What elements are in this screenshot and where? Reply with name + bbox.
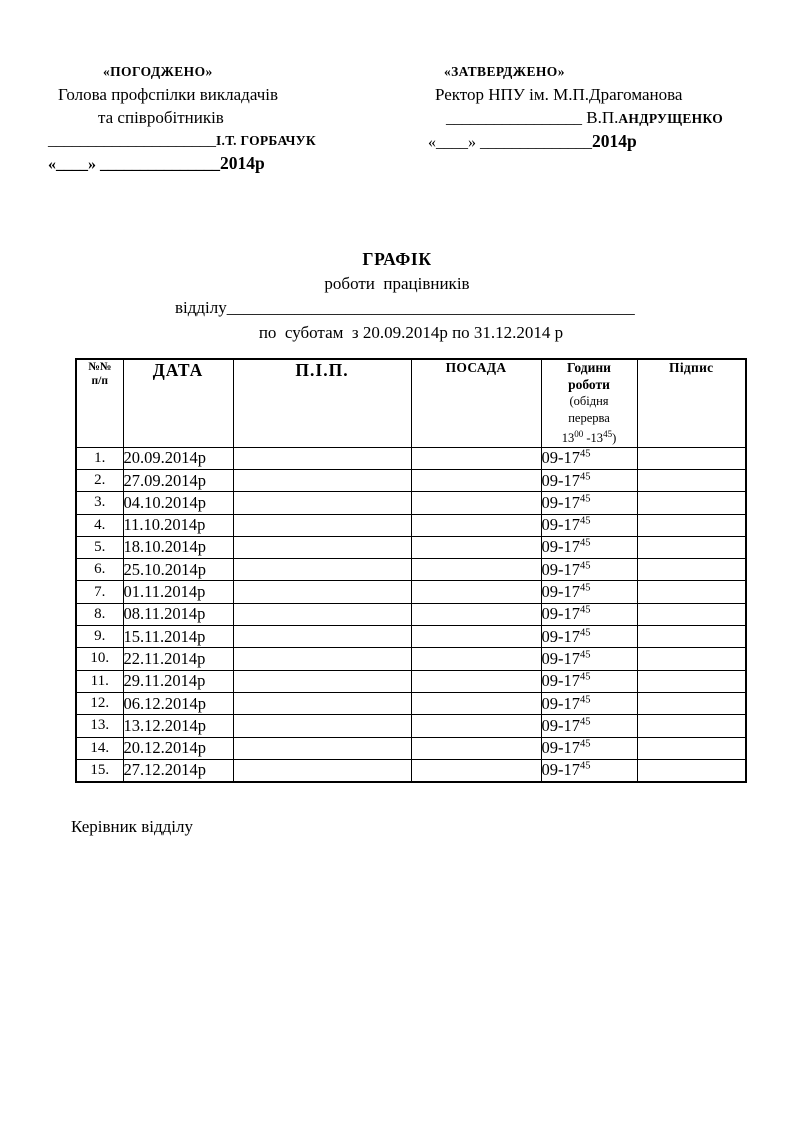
header-hours-note1: (обідня [569, 394, 609, 408]
row-hours-cell: $09-17^{45}$ [541, 536, 637, 558]
row-name-cell [233, 469, 411, 491]
schedule-table [75, 358, 747, 783]
row-number-cell: 10. [76, 648, 123, 670]
row-position-cell [411, 626, 541, 648]
header-name-cell: П.І.П. [233, 359, 411, 447]
schedule-table-body [76, 447, 746, 781]
row-signature-cell [637, 715, 746, 737]
row-hours-cell: $09-17^{45}$ [541, 447, 637, 469]
row-position-cell [411, 492, 541, 514]
row-number-cell: 15. [76, 759, 123, 781]
row-date-cell: 20.09.2014р [123, 447, 233, 469]
row-signature-cell [637, 648, 746, 670]
row-signature-cell [637, 670, 746, 692]
approval-right-heading: «ЗАТВЕРДЖЕНО» [444, 64, 565, 79]
row-date-cell: 13.12.2014р [123, 715, 233, 737]
approval-left-signature-line [48, 129, 378, 152]
header-row [76, 359, 746, 447]
row-position-cell [411, 603, 541, 625]
row-number-cell: 1. [76, 447, 123, 469]
header-number-line1: №№ [88, 361, 112, 373]
table-row [76, 469, 746, 491]
row-position-cell [411, 581, 541, 603]
row-name-cell [233, 692, 411, 714]
approval-right-role-line: Ректор НПУ ім. М.П.Драгоманова [435, 85, 683, 104]
period-line: по суботам з 20.09.2014р по 31.12.2014 р [258, 322, 564, 342]
date-blank: «____» ______________ [428, 134, 592, 151]
table-row [76, 670, 746, 692]
approval-left-heading: «ПОГОДЖЕНО» [103, 64, 213, 79]
row-name-cell [233, 559, 411, 581]
header-number-cell [76, 359, 123, 447]
row-position-cell [411, 692, 541, 714]
date-year: 2014р [220, 153, 265, 173]
row-name-cell [233, 670, 411, 692]
approval-left-signer-name: І.Т. ГОРБАЧУК [216, 133, 316, 148]
department-line [0, 296, 794, 321]
row-name-cell [233, 536, 411, 558]
row-name-cell [233, 648, 411, 670]
approval-left-role-line2: та співробітників [98, 108, 224, 127]
department-label: відділу [175, 298, 227, 317]
table-row [76, 715, 746, 737]
row-name-cell [233, 492, 411, 514]
row-date-cell: 06.12.2014р [123, 692, 233, 714]
row-signature-cell [637, 737, 746, 759]
header-position-cell: ПОСАДА [411, 359, 541, 447]
row-date-cell: 11.10.2014р [123, 514, 233, 536]
row-position-cell [411, 559, 541, 581]
row-hours-cell: $09-17^{45}$ [541, 514, 637, 536]
row-hours-cell: $09-17^{45}$ [541, 603, 637, 625]
row-number-cell: 9. [76, 626, 123, 648]
row-date-cell: 15.11.2014р [123, 626, 233, 648]
table-row [76, 492, 746, 514]
signature-blank: _____________________ [48, 132, 216, 149]
row-number-cell: 6. [76, 559, 123, 581]
header-hours-note2: перерва [568, 410, 610, 425]
approval-left-date-line [48, 152, 378, 176]
row-date-cell: 27.12.2014р [123, 759, 233, 781]
table-row [76, 514, 746, 536]
header-date-cell: ДАТА [123, 359, 233, 447]
date-year: 2014р [592, 131, 637, 151]
row-name-cell [233, 447, 411, 469]
row-number-cell: 5. [76, 536, 123, 558]
table-row [76, 447, 746, 469]
table-row [76, 648, 746, 670]
row-number-cell: 14. [76, 737, 123, 759]
row-hours-cell: $09-17^{45}$ [541, 648, 637, 670]
row-position-cell [411, 447, 541, 469]
row-hours-cell: $09-17^{45}$ [541, 715, 637, 737]
row-number-cell: 3. [76, 492, 123, 514]
approval-right-signer-initials: В.П. [582, 108, 619, 127]
header-hours-break-times: $13^{00}$ $-13^{45}$) [561, 429, 617, 446]
row-number-cell: 12. [76, 692, 123, 714]
table-row [76, 603, 746, 625]
row-position-cell [411, 536, 541, 558]
schedule-table-header [76, 359, 746, 447]
table-row [76, 559, 746, 581]
row-position-cell [411, 648, 541, 670]
table-row [76, 536, 746, 558]
row-signature-cell [637, 603, 746, 625]
row-signature-cell [637, 559, 746, 581]
row-signature-cell [637, 536, 746, 558]
row-name-cell [233, 737, 411, 759]
header-number-line2: п/п [91, 375, 108, 387]
footer-signature-label: Керівник відділу [71, 817, 193, 836]
approval-right-signer-name: АНДРУЩЕНКО [618, 111, 724, 126]
row-signature-cell [637, 469, 746, 491]
document-title: ГРАФІК [362, 249, 432, 269]
table-row [76, 737, 746, 759]
approval-right-date-line [428, 130, 758, 154]
header-hours-line2: роботи [568, 376, 610, 392]
row-hours-cell: $09-17^{45}$ [541, 692, 637, 714]
row-hours-cell: $09-17^{45}$ [541, 469, 637, 491]
row-position-cell [411, 670, 541, 692]
table-row [76, 759, 746, 781]
row-position-cell [411, 737, 541, 759]
signature-blank: _________________ [446, 110, 582, 127]
row-date-cell: 01.11.2014р [123, 581, 233, 603]
row-name-cell [233, 715, 411, 737]
row-name-cell [233, 603, 411, 625]
table-row [76, 581, 746, 603]
row-name-cell [233, 514, 411, 536]
header-hours-cell [541, 359, 637, 447]
row-number-cell: 11. [76, 670, 123, 692]
department-blank: ________________________________________________ [226, 298, 635, 317]
row-name-cell [233, 626, 411, 648]
row-position-cell [411, 759, 541, 781]
row-signature-cell [637, 692, 746, 714]
row-signature-cell [637, 447, 746, 469]
row-signature-cell [637, 492, 746, 514]
row-name-cell [233, 581, 411, 603]
row-date-cell: 27.09.2014р [123, 469, 233, 491]
row-date-cell: 25.10.2014р [123, 559, 233, 581]
row-hours-cell: $09-17^{45}$ [541, 492, 637, 514]
row-number-cell: 13. [76, 715, 123, 737]
row-date-cell: 22.11.2014р [123, 648, 233, 670]
row-date-cell: 29.11.2014р [123, 670, 233, 692]
approval-right-signature-line [446, 106, 758, 130]
table-row [76, 626, 746, 648]
row-signature-cell [637, 581, 746, 603]
row-position-cell [411, 514, 541, 536]
row-hours-cell: $09-17^{45}$ [541, 581, 637, 603]
row-position-cell [411, 715, 541, 737]
row-hours-cell: $09-17^{45}$ [541, 559, 637, 581]
row-number-cell: 8. [76, 603, 123, 625]
row-number-cell: 7. [76, 581, 123, 603]
row-date-cell: 04.10.2014р [123, 492, 233, 514]
approval-left-role-line1: Голова профспілки викладачів [58, 85, 278, 104]
row-number-cell: 2. [76, 469, 123, 491]
row-hours-cell: $09-17^{45}$ [541, 670, 637, 692]
row-hours-cell: $09-17^{45}$ [541, 759, 637, 781]
row-hours-cell: $09-17^{45}$ [541, 737, 637, 759]
title-block [0, 247, 794, 345]
row-date-cell: 08.11.2014р [123, 603, 233, 625]
row-position-cell [411, 469, 541, 491]
row-signature-cell [637, 626, 746, 648]
row-name-cell [233, 759, 411, 781]
row-signature-cell [637, 759, 746, 781]
date-blank: «____» _______________ [48, 156, 220, 173]
header-hours-line1: Години [567, 360, 611, 375]
row-hours-cell: $09-17^{45}$ [541, 626, 637, 648]
approval-left-block [48, 60, 378, 176]
row-date-cell: 18.10.2014р [123, 536, 233, 558]
table-row [76, 692, 746, 714]
approval-right-block [428, 60, 758, 154]
header-signature-cell: Підпис [637, 359, 746, 447]
row-date-cell: 20.12.2014р [123, 737, 233, 759]
row-signature-cell [637, 514, 746, 536]
row-number-cell: 4. [76, 514, 123, 536]
document-subtitle: роботи працівників [324, 273, 470, 293]
